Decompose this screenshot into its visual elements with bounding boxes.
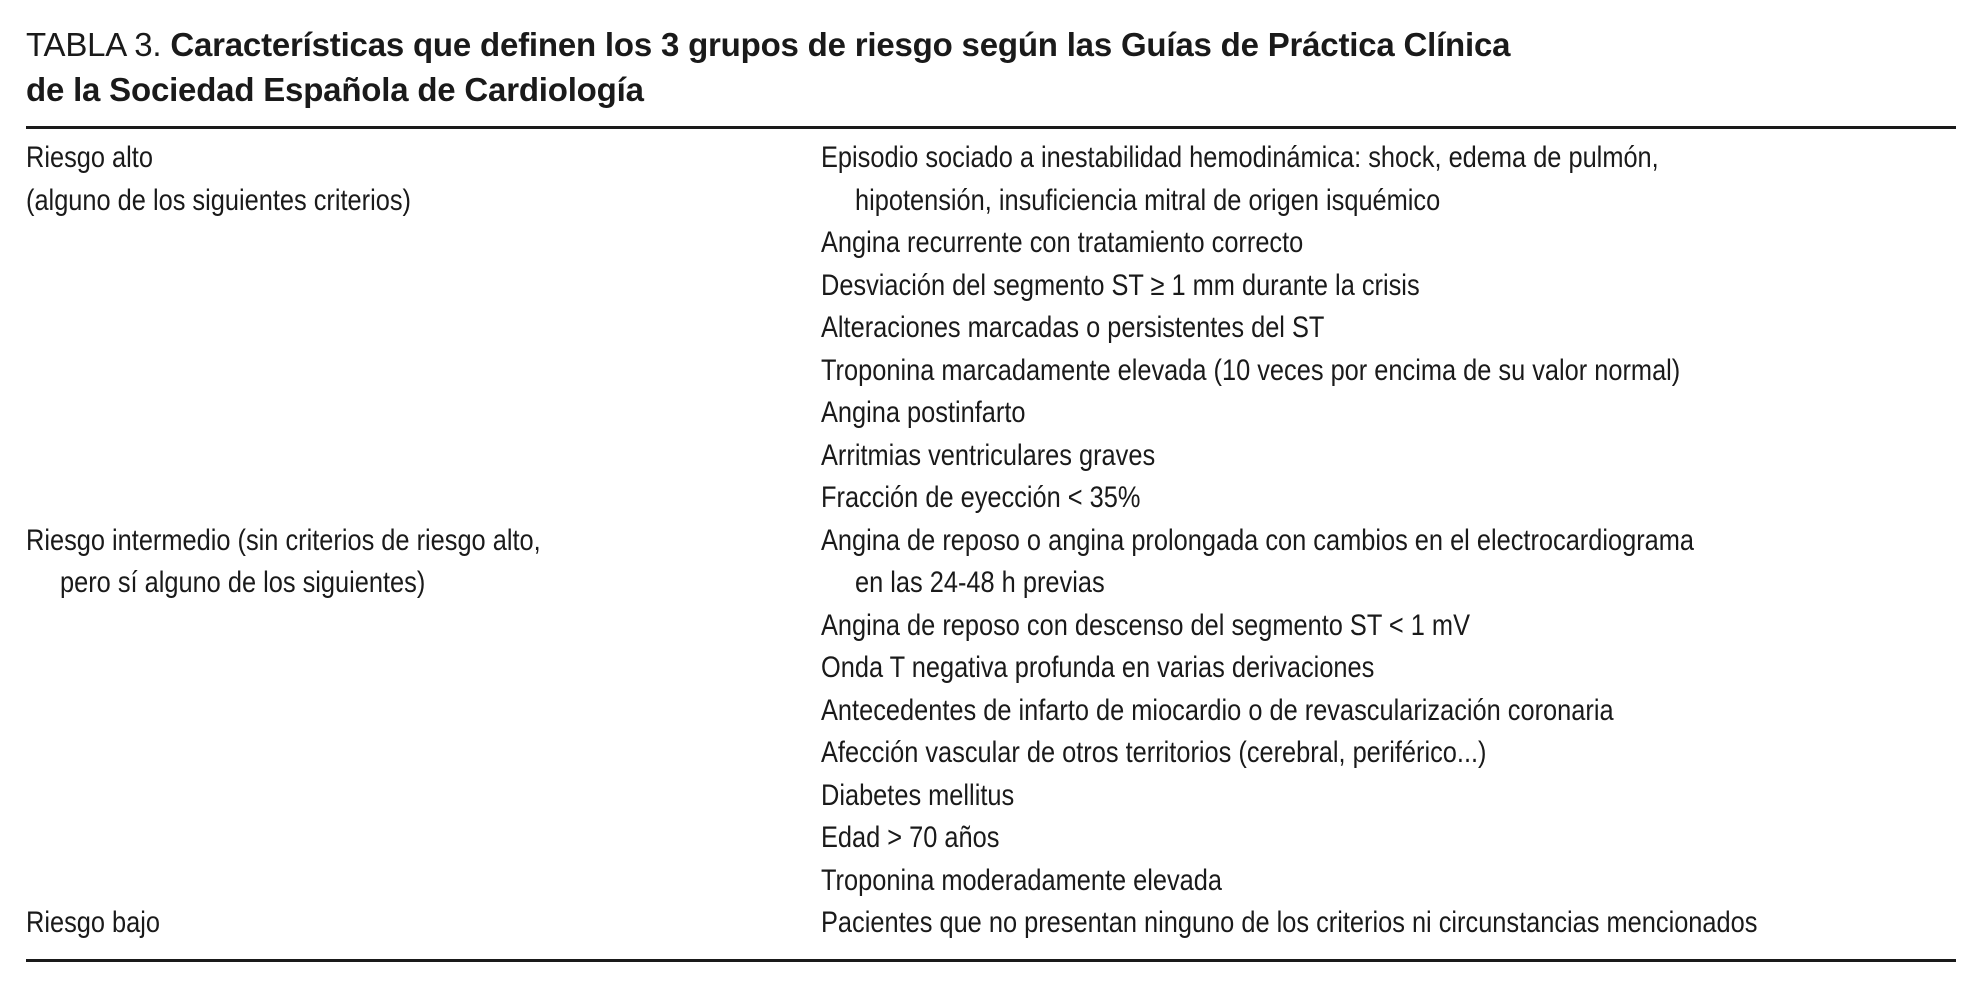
group-cell-intermediate-risk [26, 520, 821, 903]
criterion: Alteraciones marcadas o persistentes del ST [821, 311, 1325, 344]
criterion: Troponina marcadamente elevada (10 veces por encima de su valor normal) [821, 353, 1681, 387]
top-rule [26, 126, 1956, 129]
table-row-high-risk [26, 137, 1956, 520]
group-name: Riesgo bajo [26, 906, 160, 939]
bottom-rule [26, 959, 1956, 962]
criterion: Angina de reposo con descenso del segmento ST < 1 mV [821, 608, 1471, 642]
criterion: Diabetes mellitus [821, 778, 1015, 812]
group-qualifier: (alguno de los siguientes criterios) [26, 183, 411, 217]
criterion-continuation: hipotensión, insuficiencia mitral de origen isquémico [855, 183, 1441, 217]
criterion: Angina recurrente con tratamiento correcto [821, 226, 1304, 259]
criterion: Angina de reposo o angina prolongada con cambios en el electrocardiograma [821, 523, 1695, 557]
risk-groups-table [26, 137, 1956, 945]
table-row-intermediate-risk [26, 520, 1956, 903]
criterion: Fracción de eyección < 35% [821, 481, 1141, 514]
table-container [26, 22, 1956, 970]
criterion: Antecedentes de infarto de miocardio o de revascularización coronaria [821, 693, 1614, 727]
criterion: Onda T negativa profunda en varias derivaciones [821, 651, 1375, 684]
criterion: Edad > 70 años [821, 821, 1000, 854]
group-name: Riesgo intermedio (sin criterios de riesgo alto, [26, 523, 541, 557]
criterion: Angina postinfarto [821, 396, 1026, 429]
criterion: Pacientes que no presentan ninguno de los criterios ni circunstancias mencionados [821, 906, 1758, 939]
group-cell-low-risk [26, 902, 821, 945]
criterion: Afección vascular de otros territorios (cerebral, periférico...) [821, 736, 1487, 769]
group-name: Riesgo alto [26, 141, 153, 174]
criteria-cell-low-risk [821, 902, 1956, 945]
criterion: Desviación del segmento ST ≥ 1 mm durante la crisis [821, 268, 1420, 302]
table-title-line-1: Características que definen los 3 grupos de riesgo según las Guías de Práctica Clínica [170, 26, 1511, 63]
table-title-line-2: de la Sociedad Española de Cardiología [26, 71, 644, 108]
criterion: Troponina moderadamente elevada [821, 863, 1223, 897]
group-qualifier: pero sí alguno de los siguientes) [60, 566, 426, 599]
criteria-cell-intermediate-risk [821, 520, 1956, 903]
table-label: TABLA 3. [26, 26, 162, 63]
table-caption [26, 22, 1956, 112]
criterion: Episodio sociado a inestabilidad hemodinámica: shock, edema de pulmón, [821, 141, 1659, 174]
criterion-continuation: en las 24-48 h previas [855, 566, 1105, 599]
criterion: Arritmias ventriculares graves [821, 438, 1156, 472]
table-row-low-risk [26, 902, 1956, 945]
criteria-cell-high-risk [821, 137, 1956, 520]
group-cell-high-risk [26, 137, 821, 520]
